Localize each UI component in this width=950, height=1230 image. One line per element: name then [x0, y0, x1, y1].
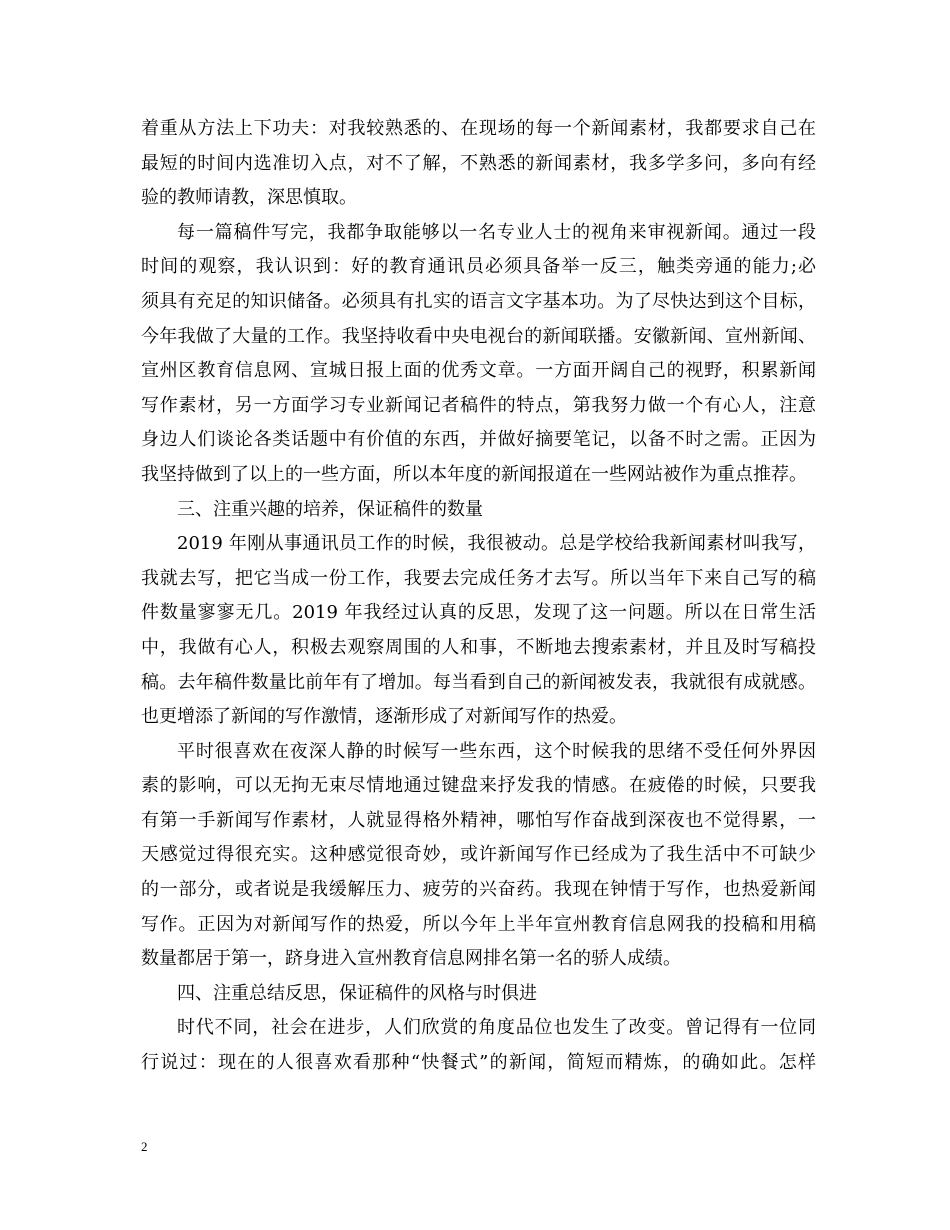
- text-line: 着重从方法上下功夫：对我较熟悉的、在现场的每一个新闻素材，我都要求自己在: [141, 118, 816, 139]
- document-body: [141, 112, 816, 1081]
- text-line: 也更增添了新闻的写作激情，逐渐形成了对新闻写作的热爱。: [141, 706, 627, 728]
- text-line: 件数量寥寥无几。2019 年我经过认真的反思，发现了这一问题。所以在日常生活: [141, 602, 816, 624]
- text-line: 今年我做了大量的工作。我坚持收看中央电视台的新闻联播。安徽新闻、宣州新闻、: [141, 325, 816, 347]
- paragraph-start-line: 2019 年刚从事通讯员工作的时候，我很被动。总是学校给我新闻素材叫我写，: [177, 533, 816, 555]
- text-line: 有第一手新闻写作素材，人就显得格外精神，哪怕写作奋战到深夜也不觉得累，一: [141, 809, 816, 831]
- text-line: 宣州区教育信息网、宣城日报上面的优秀文章。一方面开阔自己的视野，积累新闻: [141, 360, 816, 382]
- paragraph-start-line: 每一篇稿件写完，我都争取能够以一名专业人士的视角来审视新闻。通过一段: [177, 221, 816, 243]
- text-line: 数量都居于第一，跻身进入宣州教育信息网排名第一名的骄人成绩。: [141, 948, 681, 970]
- section-heading: 四、注重总结反思，保证稿件的风格与时俱进: [177, 982, 537, 1004]
- text-line: 写作素材，另一方面学习专业新闻记者稿件的特点，第我努力做一个有心人，注意: [141, 394, 816, 416]
- paragraph-start-line: 时代不同，社会在进步，人们欣赏的角度品位也发生了改变。曾记得有一位同: [177, 1017, 816, 1039]
- text-line: 验的教师请教，深思慎取。: [141, 187, 357, 209]
- text-line: 稿。去年稿件数量比前年有了增加。每当看到自己的新闻被发表，我就很有成就感。: [141, 671, 816, 693]
- text-line: 须具有充足的知识储备。必须具有扎实的语言文字基本功。为了尽快达到这个目标，: [141, 290, 816, 312]
- text-line: 素的影响，可以无拘无束尽情地通过键盘来抒发我的情感。在疲倦的时候，只要我: [141, 775, 816, 797]
- text-line: 我坚持做到了以上的一些方面，所以本年度的新闻报道在一些网站被作为重点推荐。: [141, 463, 807, 485]
- text-line: 身边人们谈论各类话题中有价值的东西，并做好摘要笔记，以备不时之需。正因为: [141, 429, 816, 451]
- text-line: 我就去写，把它当成一份工作，我要去完成任务才去写。所以当年下来自己写的稿: [141, 567, 816, 589]
- page-number: 2: [141, 1139, 148, 1154]
- section-heading: 三、注重兴趣的培养，保证稿件的数量: [177, 498, 483, 520]
- text-line: 天感觉过得很充实。这种感觉很奇妙，或许新闻写作已经成为了我生活中不可缺少: [141, 844, 816, 866]
- paragraph-start-line: 平时很喜欢在夜深人静的时候写一些东西，这个时候我的思绪不受任何外界因: [177, 740, 816, 762]
- text-line: 的一部分，或者说是我缓解压力、疲劳的兴奋药。我现在钟情于写作，也热爱新闻: [141, 879, 816, 901]
- text-line: 写作。正因为对新闻写作的热爱，所以今年上半年宣州教育信息网我的投稿和用稿: [141, 913, 816, 935]
- text-line: 最短的时间内选准切入点，对不了解，不熟悉的新闻素材，我多学多问，多向有经: [141, 152, 816, 174]
- text-line: 时间的观察，我认识到：好的教育通讯员必须具备举一反三，触类旁通的能力;必: [141, 256, 816, 278]
- text-line: 中，我做有心人，积极去观察周围的人和事，不断地去搜索素材，并且及时写稿投: [141, 636, 816, 658]
- text-line: 行说过：现在的人很喜欢看那种“快餐式”的新闻，简短而精炼，的确如此。怎样: [141, 1052, 816, 1074]
